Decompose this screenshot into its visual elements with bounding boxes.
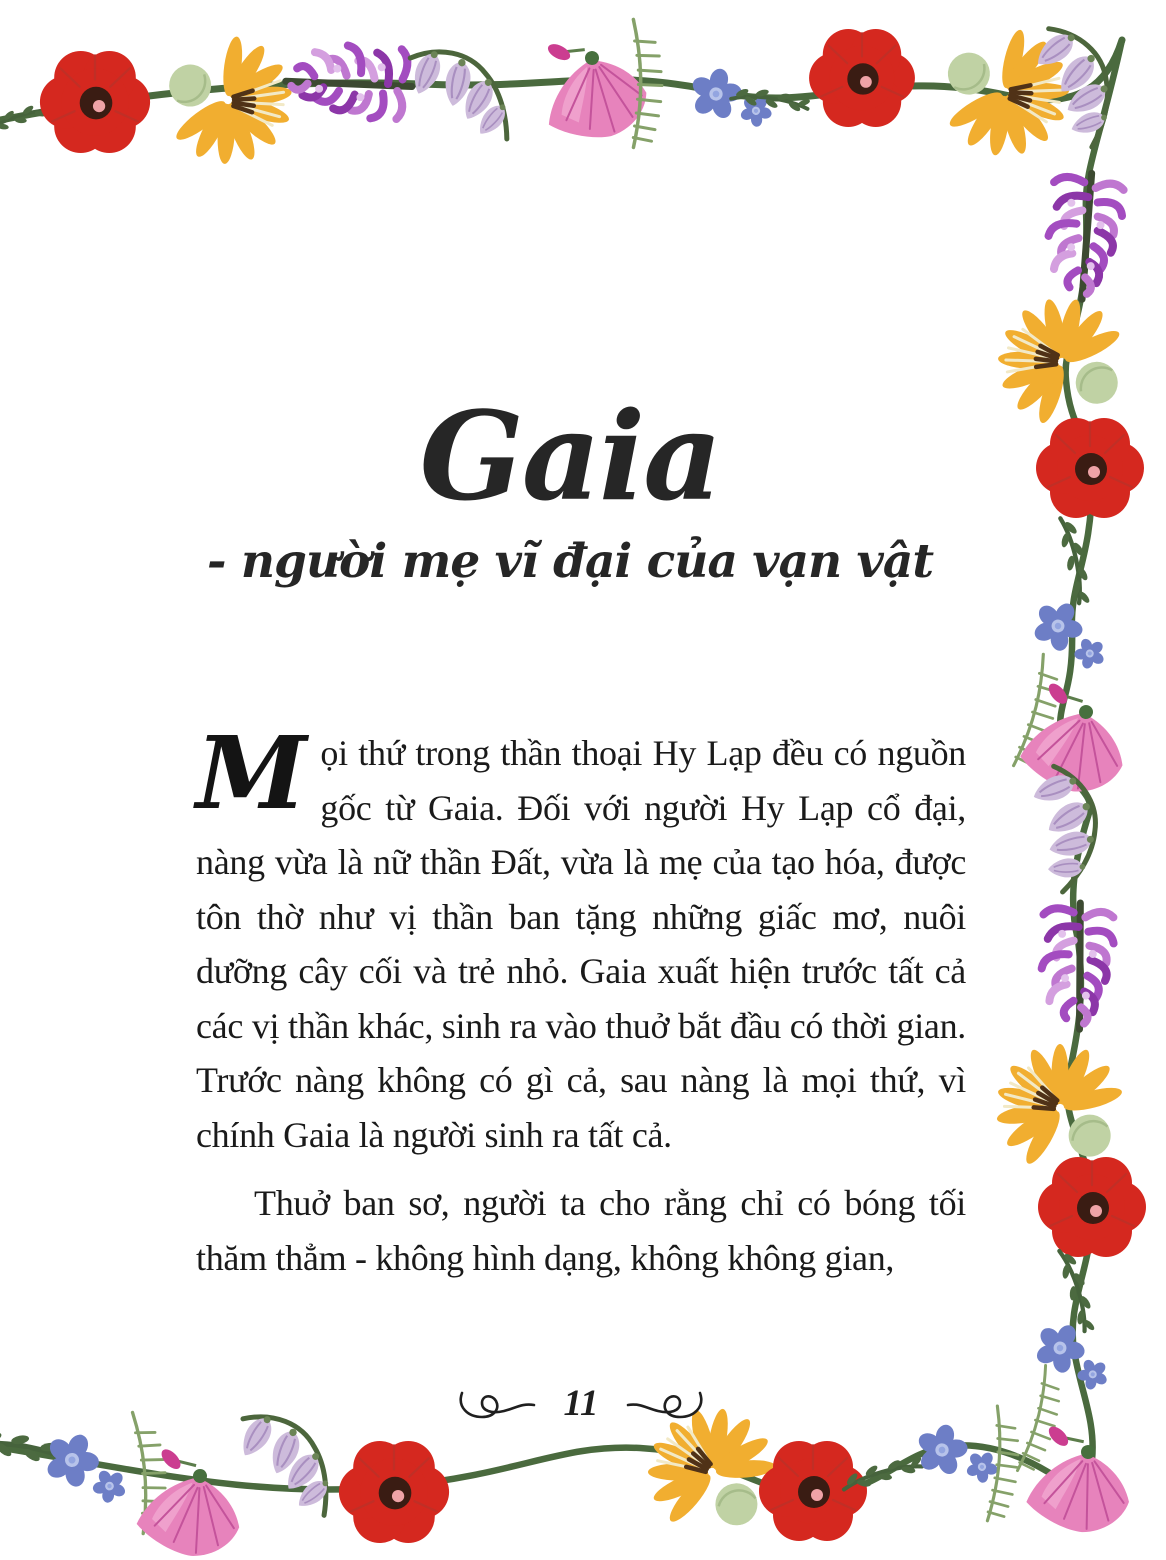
leafy-stem: [0, 98, 56, 136]
leafy-stem: [840, 1452, 926, 1494]
blue-forget-me-not: [1025, 595, 1119, 678]
red-poppy: [40, 51, 150, 153]
right-garland: [986, 168, 1146, 1539]
paragraph-1-text: ọi thứ trong thần thoại Hy Lạp đều có nguồn gốc từ Gaia. Đối với người Hy Lạp cổ đại, nàng vừa là nữ thần Đất, vừa là mẹ của tạo hóa, được tôn thờ như vị thần ban tặng những giấc mơ, nuôi dưỡng cây cối và trẻ nhỏ. Gaia xuất hiện trước tất cả các vị thần khác, sinh ra vào thuở bắt đầu có thời gian. Trước nàng không có gì cả, sau nàng là mọi thứ, vì chính Gaia là người sinh ra tất cả.: [196, 733, 966, 1155]
purple-hyacinth: [1036, 901, 1117, 1032]
feather-leaf: [584, 15, 692, 149]
leafy-stem: [1055, 515, 1094, 607]
yellow-daisy: [986, 1033, 1132, 1181]
yellow-daisy: [995, 295, 1125, 427]
feather-leaf: [995, 653, 1070, 768]
flourish-right-icon: [622, 1385, 706, 1423]
yellow-daisy: [937, 23, 1076, 163]
top-garland: [0, 15, 1142, 176]
red-poppy: [1036, 418, 1144, 518]
body-text: [196, 714, 966, 1285]
body-paragraph-2: Thuở ban sơ, người ta cho rằng chỉ có bóng tối thăm thẳm - không hình dạng, không không gian,: [196, 1183, 966, 1278]
lilac-bellflower: [995, 758, 1130, 895]
drop-cap: M: [196, 714, 307, 832]
blue-forget-me-not: [687, 61, 779, 139]
purple-hyacinth: [1038, 168, 1127, 303]
leafy-stem: [1055, 1246, 1099, 1335]
leafy-stem: [0, 1423, 88, 1477]
blue-forget-me-not: [40, 1429, 136, 1511]
pink-mallow: [132, 1433, 254, 1560]
yellow-daisy: [155, 25, 305, 176]
chapter-title: Gaia: [419, 384, 721, 528]
body-paragraph-1: [196, 714, 966, 1162]
chapter-heading: [170, 384, 970, 590]
red-poppy: [759, 1441, 867, 1541]
red-poppy: [809, 29, 915, 127]
pink-mallow: [1023, 1410, 1142, 1539]
pink-mallow: [1015, 666, 1142, 802]
lilac-bellflower: [1006, 19, 1142, 151]
feather-leaf: [1000, 1364, 1071, 1472]
page-footer: [196, 1382, 966, 1425]
flourish-left-icon: [456, 1385, 540, 1423]
chapter-subtitle: - người mẹ vĩ đại của vạn vật: [206, 534, 934, 590]
page-number: 11: [563, 1383, 599, 1424]
pink-mallow: [536, 18, 652, 144]
red-poppy: [1038, 1157, 1146, 1257]
feather-leaf: [88, 1408, 197, 1535]
blue-forget-me-not: [913, 1417, 1005, 1495]
leafy-stem: [730, 82, 812, 116]
blue-forget-me-not: [1028, 1318, 1121, 1398]
lilac-bellflower: [405, 46, 516, 141]
red-poppy: [339, 1441, 449, 1543]
purple-hyacinth: [283, 38, 416, 123]
